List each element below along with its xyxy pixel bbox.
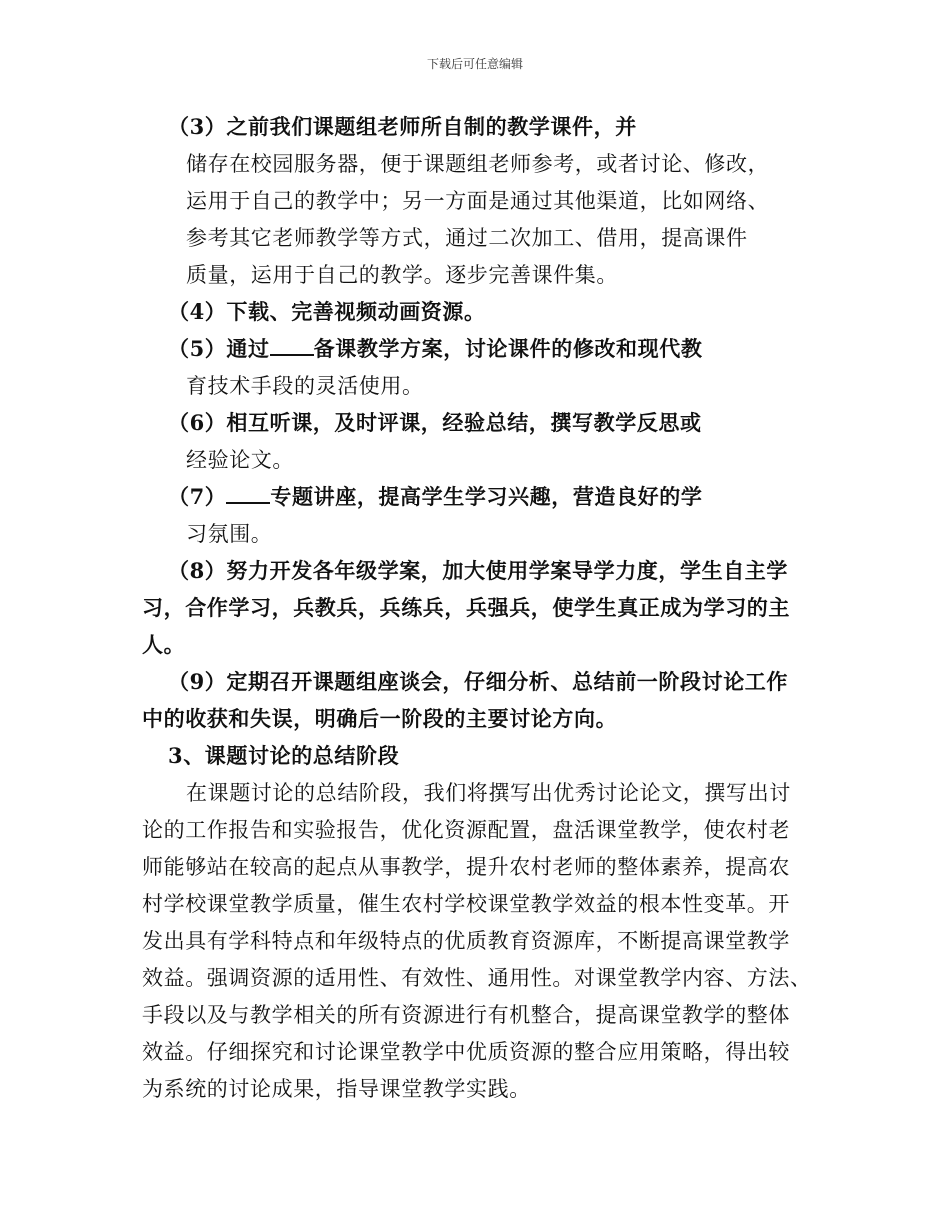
item-9-line-1: （9）定期召开课题组座谈会，仔细分析、总结前一阶段讨论工作 [168, 669, 789, 694]
item-9-line-2: 中的收获和失误，明确后一阶段的主要讨论方向。 [142, 706, 618, 731]
item-8-line-3: 人。 [142, 632, 186, 657]
item-6-line-1: （6）相互听课，及时评课，经验总结，撰写教学反思或 [168, 410, 702, 435]
item-7-text-a: （7） [168, 484, 227, 509]
item-8-line-1: （8）努力开发各年级学案，加大使用学案导学力度，学生自主学 [168, 558, 789, 583]
item-5-text-b: 备课教学方案，讨论课件的修改和现代教 [313, 336, 703, 361]
item-3-line-2: 储存在校园服务器，便于课题组老师参考，或者讨论、修改， [186, 152, 770, 176]
item-6-line-2: 经验论文。 [186, 448, 294, 472]
item-7-line-1 [168, 484, 702, 510]
paragraph-line-8: 效益。仔细探究和讨论课堂教学中优质资源的整合应用策略，得出较 [142, 1040, 790, 1064]
item-4-line-1: （4）下载、完善视频动画资源。 [168, 299, 486, 324]
item-3-line-1: （3）之前我们课题组老师所自制的教学课件，并 [168, 114, 637, 139]
item-3-line-3: 运用于自己的教学中；另一方面是通过其他渠道，比如网络、 [186, 189, 770, 213]
paragraph-line-4: 村学校课堂教学质量，催生农村学校课堂教学效益的根本性变革。开 [142, 892, 790, 916]
paragraph-line-3: 师能够站在较高的起点从事教学，提升农村老师的整体素养，提高农 [142, 855, 790, 879]
item-5-text-a: （5）通过 [168, 336, 270, 361]
item-7-line-2: 习氛围。 [186, 522, 273, 546]
paragraph-line-5: 发出具有学科特点和年级特点的优质教育资源库，不断提高课堂教学 [142, 929, 790, 953]
item-8-line-2: 习，合作学习，兵教兵，兵练兵，兵强兵，使学生真正成为学习的主 [142, 595, 790, 620]
paragraph-line-1: 在课题讨论的总结阶段，我们将撰写出优秀讨论论文，撰写出讨 [186, 781, 791, 805]
paragraph-line-2: 论的工作报告和实验报告，优化资源配置，盘活课堂教学，使农村老 [142, 818, 790, 842]
section-title: 3、课题讨论的总结阶段 [168, 743, 400, 768]
item-3-line-5: 质量，运用于自己的教学。逐步完善课件集。 [186, 263, 618, 287]
item-7-blank [226, 502, 270, 504]
paragraph-line-6: 效益。强调资源的适用性、有效性、通用性。对课堂教学内容、方法、 [142, 966, 812, 990]
item-7-text-b: 专题讲座，提高学生学习兴趣，营造良好的学 [270, 484, 703, 509]
page-header: 下载后可任意编辑 [426, 57, 523, 71]
item-5-line-1 [168, 336, 702, 362]
item-5-line-2: 育技术手段的灵活使用。 [186, 374, 424, 398]
paragraph-line-9: 为系统的讨论成果，指导课堂教学实践。 [142, 1077, 531, 1101]
paragraph-line-7: 手段以及与教学相关的所有资源进行有机整合，提高课堂教学的整体 [142, 1003, 790, 1027]
item-5-blank [270, 354, 314, 356]
item-3-line-4: 参考其它老师教学等方式，通过二次加工、借用，提高课件 [186, 226, 748, 250]
